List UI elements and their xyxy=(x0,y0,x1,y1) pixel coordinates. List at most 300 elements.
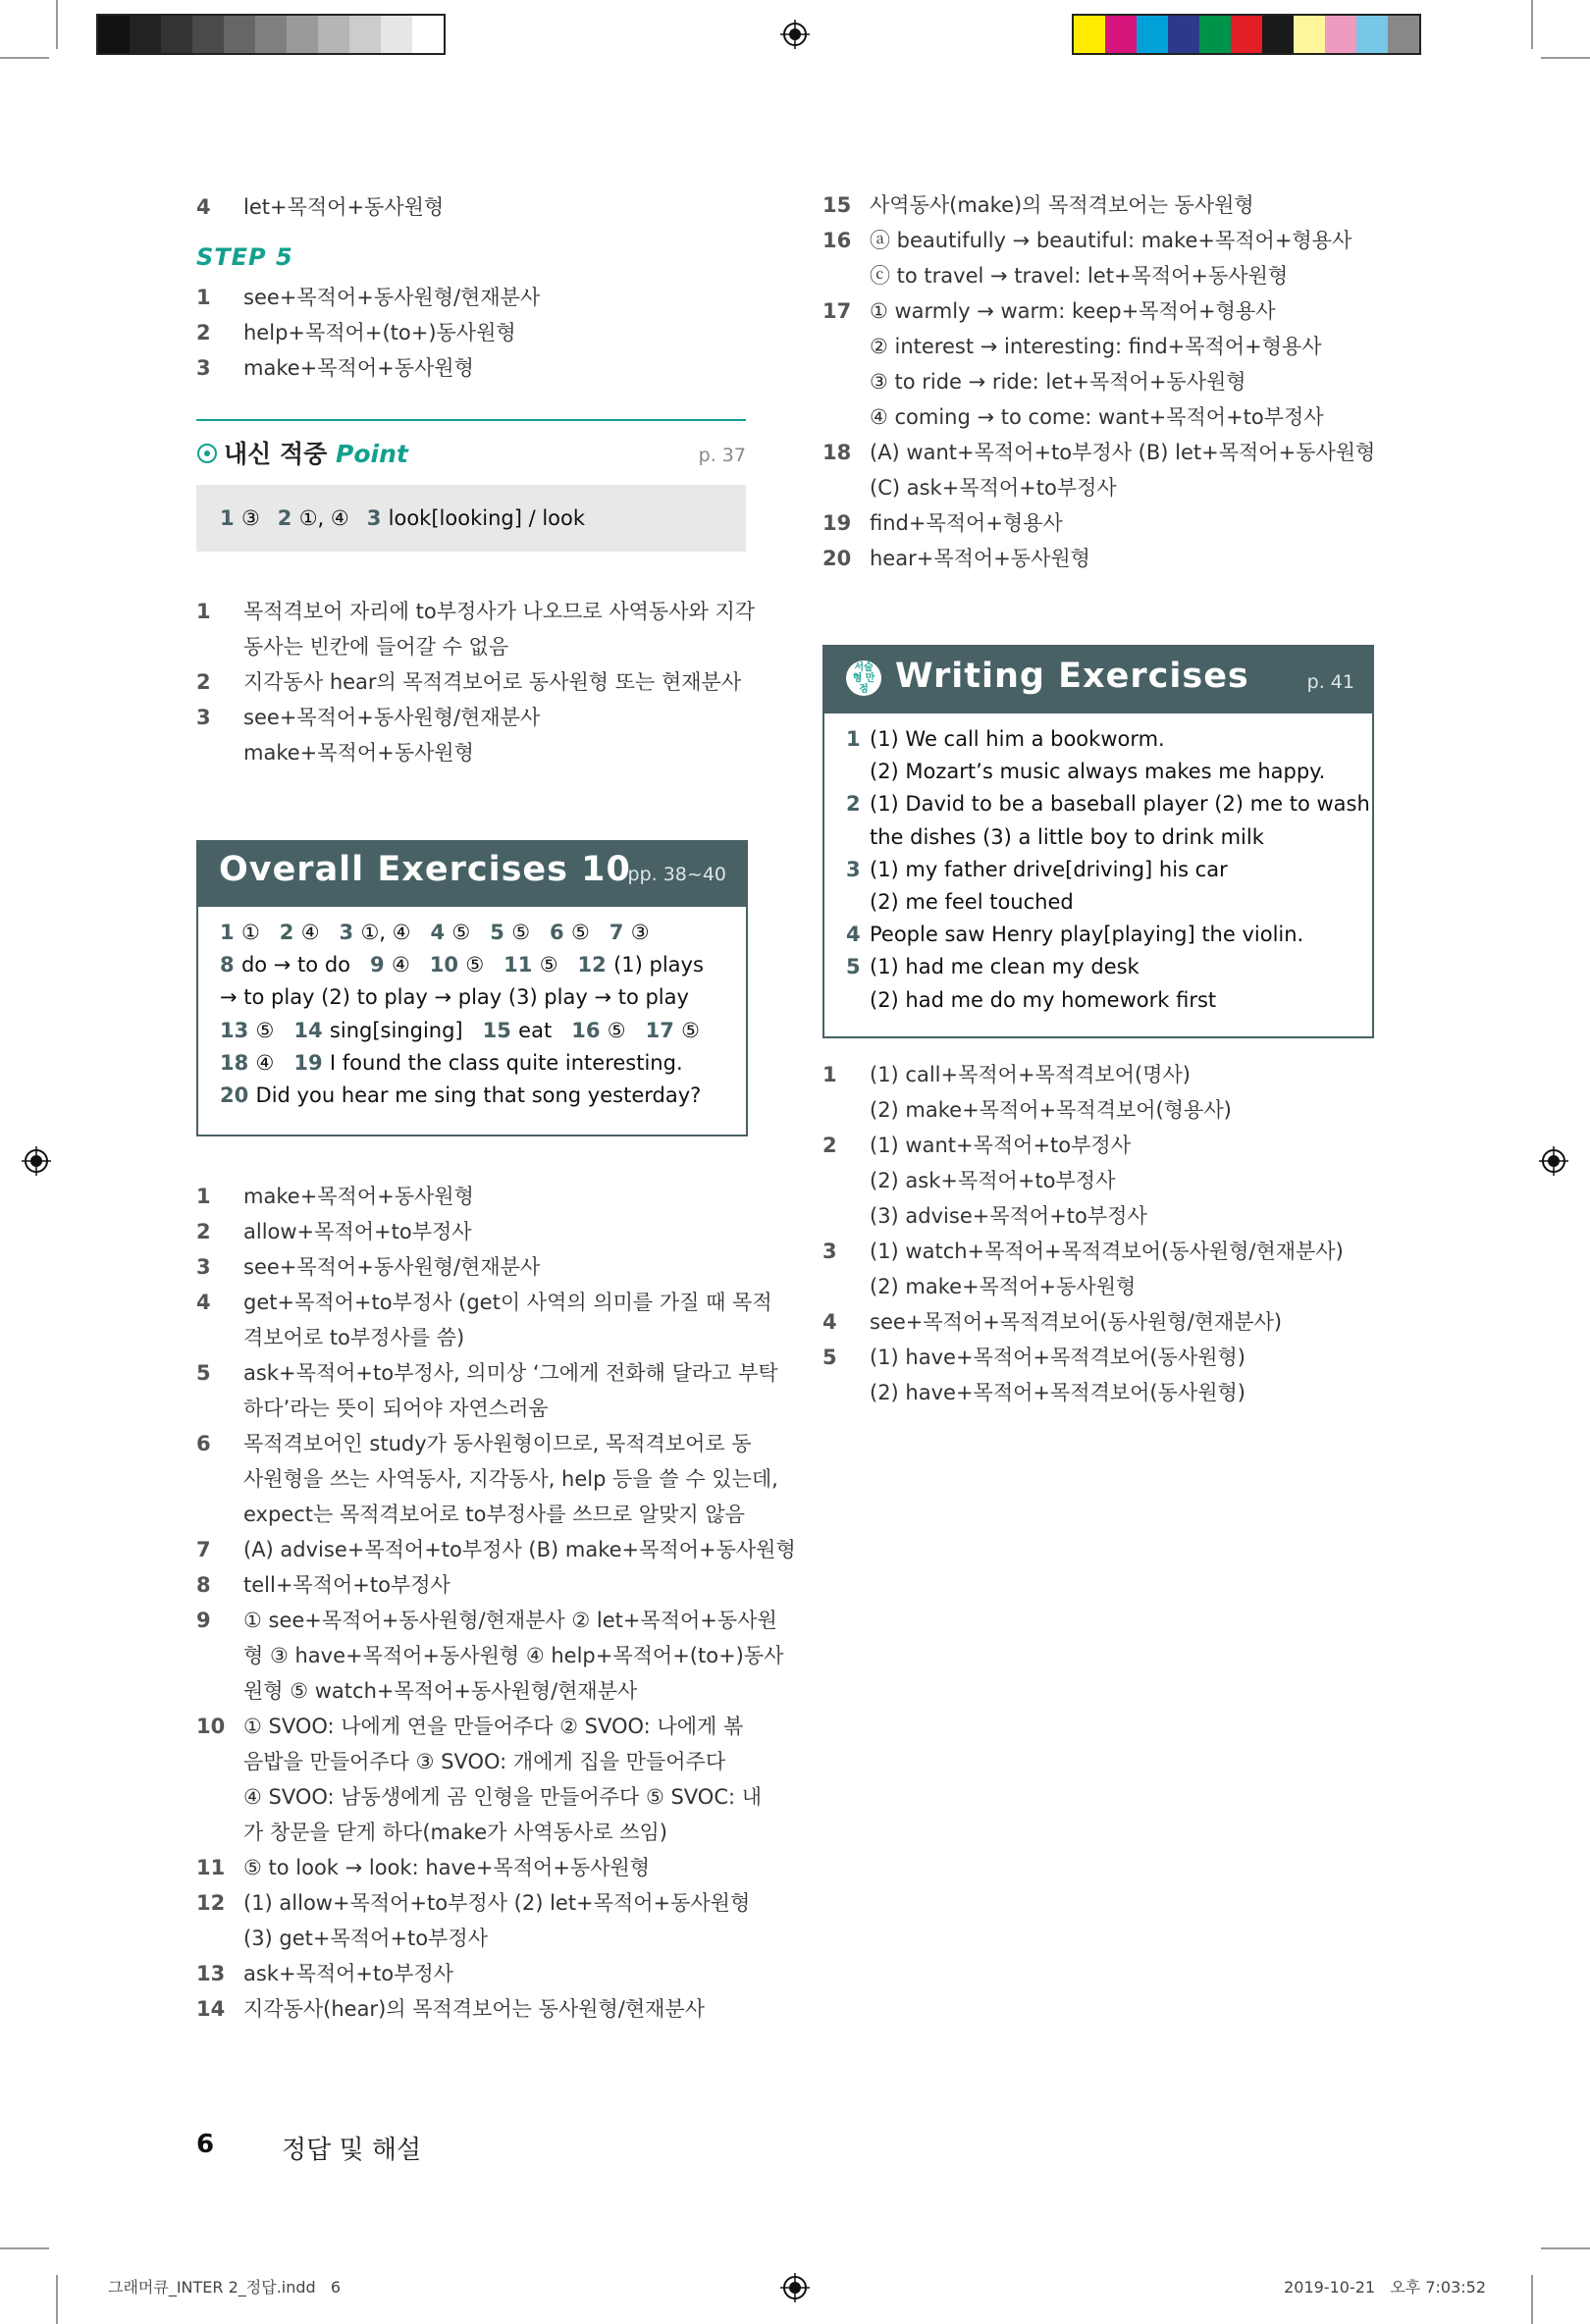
item-number: 18 xyxy=(822,441,852,464)
item-text: ④ coming → to come: want+목적어+to부정사 xyxy=(870,405,1324,429)
list-item xyxy=(196,1885,750,1921)
item-text: allow+목적어+to부정사 xyxy=(243,1220,472,1243)
registration-mark-icon xyxy=(22,1146,51,1176)
answer-number: 3 xyxy=(339,921,361,944)
item-text: ④ SVOO: 남동생에게 곰 인형을 만들어주다 ⑤ SVOC: 내 xyxy=(243,1785,763,1809)
answer-number: 3 xyxy=(846,857,861,881)
item-text: see+목적어+목적격보어(동사원형/현재분사) xyxy=(870,1310,1283,1334)
answer xyxy=(293,1051,682,1075)
item-number xyxy=(822,258,870,293)
item-text: 동사는 빈칸에 들어갈 수 없음 xyxy=(243,635,509,659)
overall-exercises-header xyxy=(196,840,748,905)
point-header xyxy=(196,435,746,470)
section-title xyxy=(224,435,408,470)
list-item xyxy=(196,1921,488,1956)
list-item xyxy=(822,1269,1136,1304)
item-text: make+목적어+동사원형 xyxy=(243,741,474,765)
item-number: 17 xyxy=(822,299,852,323)
answer-value: sing[singing] xyxy=(329,1018,463,1042)
overall-exercises-title: Overall Exercises 10 xyxy=(219,850,631,889)
list-item xyxy=(196,350,474,386)
item-number: 2 xyxy=(196,670,211,694)
list-item xyxy=(196,1461,778,1497)
item-number xyxy=(822,364,870,399)
list-item xyxy=(822,329,1322,364)
answer-value: do → to do xyxy=(240,953,350,977)
item-number: 5 xyxy=(196,1361,211,1385)
answer-number: 1 xyxy=(220,506,241,530)
item-number: 12 xyxy=(196,1891,226,1915)
answer xyxy=(571,1019,625,1042)
writing-exercises-title: Writing Exercises xyxy=(895,657,1249,696)
answer-value: (2) Mozart’s music always makes me happy. xyxy=(870,760,1326,784)
answer-value: ⑤ xyxy=(465,953,485,977)
color-swatch xyxy=(412,16,444,53)
item-text: see+목적어+동사원형/현재분사 xyxy=(243,286,541,309)
page-reference: pp. 38~40 xyxy=(627,864,726,885)
item-number: 1 xyxy=(196,286,211,309)
answer-number: 9 xyxy=(370,953,392,977)
item-text: (1) call+목적어+목적격보어(명사) xyxy=(870,1063,1191,1086)
answer-value: ⑤ xyxy=(511,921,531,944)
list-item xyxy=(822,1128,1131,1163)
answer-value: the dishes (3) a little boy to drink milk xyxy=(870,824,1264,849)
item-text: make+목적어+동사원형 xyxy=(243,356,474,380)
writing-exercises-header xyxy=(822,645,1374,712)
answer-number: 2 xyxy=(279,921,301,944)
item-number: 11 xyxy=(196,1856,226,1879)
item-number xyxy=(822,1269,870,1304)
list-item xyxy=(822,470,1117,505)
list-item xyxy=(196,1709,743,1744)
answer-number: 16 xyxy=(571,1018,608,1042)
color-swatch xyxy=(255,16,287,53)
answer-value: ④ xyxy=(391,953,410,977)
footer-title: 정답 및 해설 xyxy=(282,2136,422,2165)
list-item xyxy=(822,364,1246,399)
answer-value: Did you hear me sing that song yesterday? xyxy=(255,1083,702,1107)
item-text: help+목적어+(to+)동사원형 xyxy=(243,321,516,344)
overall-answer-box xyxy=(196,905,748,1136)
item-text: ⑤ to look → look: have+목적어+동사원형 xyxy=(243,1856,651,1879)
list-item xyxy=(196,315,516,350)
item-number: 4 xyxy=(196,1291,211,1314)
item-text: (3) advise+목적어+to부정사 xyxy=(870,1204,1147,1228)
item-text: ② interest → interesting: find+목적어+형용사 xyxy=(870,335,1322,358)
list-item xyxy=(196,1214,472,1249)
answer xyxy=(550,921,590,944)
gray-color-bar xyxy=(96,14,446,55)
item-number xyxy=(196,1673,243,1709)
target-icon xyxy=(196,443,218,464)
item-number: 4 xyxy=(822,1310,837,1334)
color-swatch xyxy=(287,16,318,53)
item-text: (A) advise+목적어+to부정사 (B) make+목적어+동사원형 xyxy=(243,1538,796,1561)
answer-value: ④ xyxy=(300,921,320,944)
item-number xyxy=(196,1391,243,1426)
list-item xyxy=(196,1497,745,1532)
answer-line xyxy=(220,1015,719,1047)
list-item xyxy=(196,1532,796,1567)
list-item xyxy=(822,258,1288,293)
list-item xyxy=(196,629,508,664)
answer xyxy=(646,1019,700,1042)
color-swatch xyxy=(318,16,349,53)
crop-mark xyxy=(1531,2275,1533,2324)
item-text: (1) want+목적어+to부정사 xyxy=(870,1134,1131,1157)
list-item xyxy=(196,189,444,225)
answer xyxy=(367,506,585,530)
item-number: 3 xyxy=(196,356,211,380)
color-swatch xyxy=(381,16,412,53)
item-text: ⓒ to travel → travel: let+목적어+동사원형 xyxy=(870,264,1289,288)
item-number: 14 xyxy=(196,1997,226,2021)
list-item xyxy=(196,1815,667,1850)
answer-value: ⑤ xyxy=(570,921,590,944)
item-number: 16 xyxy=(822,229,852,252)
item-number xyxy=(822,329,870,364)
answer xyxy=(220,985,689,1009)
item-text: (1) watch+목적어+목적격보어(동사원형/현재분사) xyxy=(870,1240,1344,1263)
item-text: (2) ask+목적어+to부정사 xyxy=(870,1169,1116,1192)
item-number xyxy=(196,1815,243,1850)
answer-value: ① xyxy=(240,921,260,944)
answer xyxy=(340,921,411,944)
registration-mark-icon xyxy=(780,20,810,49)
item-text: (A) want+목적어+to부정사 (B) let+목적어+동사원형 xyxy=(870,441,1376,464)
section-title-text: 내신 적중 xyxy=(224,440,328,468)
item-number xyxy=(196,1320,243,1355)
list-item xyxy=(822,1163,1115,1198)
color-swatch xyxy=(1325,16,1356,53)
answer-number: 6 xyxy=(550,921,571,944)
answer xyxy=(430,953,484,977)
list-item xyxy=(822,223,1352,258)
item-number xyxy=(196,1497,243,1532)
list-item xyxy=(822,187,1254,223)
list-item xyxy=(822,1234,1344,1269)
item-number: 7 xyxy=(196,1538,211,1561)
item-number: 6 xyxy=(196,1432,211,1455)
answer-number: 8 xyxy=(220,953,241,977)
answer-number: 4 xyxy=(430,921,452,944)
answer-number: 5 xyxy=(846,955,861,979)
color-swatch xyxy=(1137,16,1168,53)
answer-number: 2 xyxy=(846,792,861,817)
item-number: 2 xyxy=(196,321,211,344)
answer-line xyxy=(846,756,1325,788)
answer-number: 11 xyxy=(504,953,540,977)
crop-mark xyxy=(0,2247,49,2249)
crop-mark xyxy=(1541,2247,1590,2249)
answer-number: 10 xyxy=(429,953,466,977)
answer xyxy=(220,506,260,530)
process-color-bar xyxy=(1072,14,1421,55)
item-text: tell+목적어+to부정사 xyxy=(243,1573,450,1597)
item-number xyxy=(196,1779,243,1815)
list-item xyxy=(196,1744,725,1779)
badge-label: 서술형 만점 xyxy=(852,661,875,695)
color-swatch xyxy=(349,16,381,53)
page-number: 6 xyxy=(196,2130,215,2159)
answer xyxy=(370,953,410,977)
list-item xyxy=(196,1320,464,1355)
answer-line xyxy=(846,984,1216,1017)
list-item xyxy=(822,1340,1246,1375)
answer-number: 14 xyxy=(293,1018,330,1042)
answer-number: 5 xyxy=(490,921,512,944)
color-swatch xyxy=(98,16,130,53)
list-item xyxy=(196,1779,762,1815)
color-swatch xyxy=(1168,16,1199,53)
list-item xyxy=(196,700,540,735)
item-number xyxy=(196,1461,243,1497)
item-text: (2) have+목적어+목적격보어(동사원형) xyxy=(870,1381,1246,1404)
item-number: 10 xyxy=(196,1715,226,1738)
list-item xyxy=(822,293,1275,329)
item-text: 형 ③ have+목적어+동사원형 ④ help+목적어+(to+)동사 xyxy=(243,1644,784,1667)
item-number: 1 xyxy=(196,600,211,623)
list-item xyxy=(196,1991,705,2027)
answer-number: 2 xyxy=(277,506,299,530)
color-swatch xyxy=(1388,16,1419,53)
badge-icon xyxy=(846,660,881,696)
answer-number: 15 xyxy=(482,1018,519,1042)
answer xyxy=(293,1019,462,1042)
answer-line xyxy=(846,854,1228,886)
list-item xyxy=(196,280,540,315)
item-number xyxy=(196,735,243,770)
item-number: 1 xyxy=(196,1185,211,1208)
item-text: ③ to ride → ride: let+목적어+동사원형 xyxy=(870,370,1246,394)
item-number: 3 xyxy=(822,1240,837,1263)
answer-value: look[looking] / look xyxy=(388,506,586,530)
answer xyxy=(220,1019,274,1042)
item-number: 20 xyxy=(822,547,852,570)
answer-number: 12 xyxy=(577,953,614,977)
item-text: expect는 목적격보어로 to부정사를 쓰므로 알맞지 않음 xyxy=(243,1503,745,1526)
item-text: let+목적어+동사원형 xyxy=(243,195,445,219)
answer-value: (2) had me do my homework first xyxy=(870,987,1217,1012)
color-swatch xyxy=(1294,16,1325,53)
list-item xyxy=(196,735,474,770)
list-item xyxy=(196,1249,540,1285)
color-swatch xyxy=(1199,16,1231,53)
item-text: (1) have+목적어+목적격보어(동사원형) xyxy=(870,1346,1246,1369)
answer-number: 19 xyxy=(293,1050,330,1075)
item-text: ask+목적어+to부정사 xyxy=(243,1962,453,1985)
item-text: ask+목적어+to부정사, 의미상 ‘그에게 전화해 달라고 부탁 xyxy=(243,1361,778,1385)
list-item xyxy=(196,1603,777,1638)
answer-value: ⑤ xyxy=(539,953,558,977)
color-swatch xyxy=(130,16,161,53)
item-number xyxy=(822,1092,870,1128)
answer-line xyxy=(846,919,1303,951)
answer xyxy=(430,921,470,944)
item-number xyxy=(822,1198,870,1234)
item-text: 지각동사(hear)의 목적격보어는 동사원형/현재분사 xyxy=(243,1997,705,2021)
answer-value: (1) plays xyxy=(613,953,704,977)
answer-value: ⑤ xyxy=(255,1018,275,1042)
color-swatch xyxy=(224,16,255,53)
answer-line xyxy=(846,886,1074,919)
answer xyxy=(490,921,530,944)
answer-value: ③ xyxy=(630,921,650,944)
item-number xyxy=(822,1375,870,1410)
item-number: 2 xyxy=(822,1134,837,1157)
answer-value: eat xyxy=(518,1018,553,1042)
color-swatch xyxy=(1262,16,1294,53)
answer-value: ①, ④ xyxy=(360,921,411,944)
item-number: 3 xyxy=(196,1255,211,1279)
answer-value: ③ xyxy=(240,506,260,530)
crop-mark xyxy=(56,0,58,49)
answer-line xyxy=(846,788,1370,820)
section-title-accent: Point xyxy=(336,440,408,468)
answer xyxy=(220,953,350,977)
list-item xyxy=(822,541,1090,576)
answer-value: People saw Henry play[playing] the violin. xyxy=(870,923,1304,947)
page-reference: p. 41 xyxy=(1306,671,1354,693)
answer-number: 3 xyxy=(366,506,389,530)
answer-number: 13 xyxy=(220,1018,256,1042)
list-item xyxy=(196,1567,450,1603)
item-text: 격보어로 to부정사를 씀) xyxy=(243,1326,465,1349)
list-item xyxy=(822,399,1324,435)
list-item xyxy=(822,435,1375,470)
answer-line xyxy=(846,723,1165,756)
answer-line xyxy=(846,951,1140,983)
item-text: 원형 ⑤ watch+목적어+동사원형/현재분사 xyxy=(243,1679,638,1703)
answer xyxy=(578,953,704,977)
item-text: make+목적어+동사원형 xyxy=(243,1185,474,1208)
item-number: 5 xyxy=(822,1346,837,1369)
answer-line xyxy=(220,1080,720,1112)
answer-number: 17 xyxy=(645,1018,682,1042)
item-text: 사원형을 쓰는 사역동사, 지각동사, help 등을 쓸 수 있는데, xyxy=(243,1467,778,1491)
color-swatch xyxy=(1231,16,1262,53)
item-text: 음밥을 만들어주다 ③ SVOO: 개에게 집을 만들어주다 xyxy=(243,1750,726,1773)
answer xyxy=(483,1019,553,1042)
color-swatch xyxy=(1105,16,1137,53)
registration-mark-icon xyxy=(1539,1146,1568,1176)
item-text: 사역동사(make)의 목적격보어는 동사원형 xyxy=(870,193,1254,217)
answer-value: → to play (2) to play → play (3) play → to play xyxy=(220,985,689,1010)
item-text: ① SVOO: 나에게 연을 만들어주다 ② SVOO: 나에게 볶 xyxy=(243,1715,744,1738)
list-item xyxy=(196,1285,772,1320)
item-text: (1) allow+목적어+to부정사 (2) let+목적어+동사원형 xyxy=(243,1891,751,1915)
answer-line xyxy=(846,821,1264,854)
item-text: (3) get+목적어+to부정사 xyxy=(243,1927,488,1950)
item-number xyxy=(196,1638,243,1673)
answer-number: 7 xyxy=(609,921,631,944)
color-swatch xyxy=(161,16,192,53)
item-number: 2 xyxy=(196,1220,211,1243)
answer-value: (1) my father drive[driving] his car xyxy=(870,857,1228,881)
item-number: 13 xyxy=(196,1962,226,1985)
item-text: hear+목적어+동사원형 xyxy=(870,547,1090,570)
answer xyxy=(280,921,320,944)
item-text: 목적격보어인 study가 동사원형이므로, 목적격보어로 동 xyxy=(243,1432,752,1455)
list-item xyxy=(822,1198,1147,1234)
color-swatch xyxy=(192,16,224,53)
answer-line xyxy=(220,917,669,949)
item-text: see+목적어+동사원형/현재분사 xyxy=(243,1255,541,1279)
item-number xyxy=(196,629,243,664)
item-text: ① see+목적어+동사원형/현재분사 ② let+목적어+동사원 xyxy=(243,1609,777,1632)
list-item xyxy=(196,1673,637,1709)
answer-value: ⑤ xyxy=(451,921,471,944)
item-number: 4 xyxy=(196,195,211,219)
point-answers xyxy=(220,502,603,535)
answer-value: ⑤ xyxy=(681,1018,700,1042)
answer-value: ①, ④ xyxy=(298,506,349,530)
item-number xyxy=(196,1744,243,1779)
section-divider xyxy=(196,419,746,421)
crop-mark xyxy=(56,2275,58,2324)
list-item xyxy=(822,1304,1282,1340)
answer-value: ④ xyxy=(255,1050,275,1075)
answer xyxy=(220,1051,274,1075)
item-number: 1 xyxy=(822,1063,837,1086)
list-item xyxy=(196,1355,778,1391)
list-item xyxy=(196,1391,549,1426)
page-reference: p. 37 xyxy=(698,445,746,466)
item-number: 9 xyxy=(196,1609,211,1632)
answer xyxy=(220,1083,701,1107)
item-text: get+목적어+to부정사 (get이 사역의 의미를 가질 때 목적 xyxy=(243,1291,772,1314)
color-swatch xyxy=(1356,16,1388,53)
slug-filename: 그래머큐_INTER 2_정답.indd 6 xyxy=(108,2278,342,2297)
answer xyxy=(220,921,260,944)
answer-value: (1) We call him a bookworm. xyxy=(870,727,1165,751)
list-item xyxy=(196,1638,783,1673)
item-number: 19 xyxy=(822,511,852,535)
item-text: 하다’라는 뜻이 되어야 자연스러움 xyxy=(243,1397,549,1420)
answer xyxy=(504,953,557,977)
list-item xyxy=(822,1057,1191,1092)
item-number: 3 xyxy=(196,706,211,729)
list-item xyxy=(822,505,1063,541)
list-item xyxy=(196,1179,474,1214)
answer-value: (1) David to be a baseball player (2) me to wash xyxy=(870,792,1370,817)
answer-value: ⑤ xyxy=(607,1018,626,1042)
item-number xyxy=(196,1921,243,1956)
item-number: 15 xyxy=(822,193,852,217)
answer-number: 1 xyxy=(220,921,241,944)
answer-number: 18 xyxy=(220,1050,256,1075)
answer-number: 1 xyxy=(846,727,861,751)
answer-number: 4 xyxy=(846,923,861,947)
list-item xyxy=(822,1092,1232,1128)
answer-value: (2) me feel touched xyxy=(870,890,1074,914)
item-text: ① warmly → warm: keep+목적어+형용사 xyxy=(870,299,1276,323)
item-text: (2) make+목적어+동사원형 xyxy=(870,1275,1137,1298)
item-number xyxy=(822,470,870,505)
list-item xyxy=(196,1426,752,1461)
list-item xyxy=(196,664,741,700)
item-number xyxy=(822,1163,870,1198)
crop-mark xyxy=(0,57,49,59)
item-number xyxy=(822,399,870,435)
answer xyxy=(610,921,650,944)
list-item xyxy=(822,1375,1246,1410)
answer-line xyxy=(220,1047,703,1080)
item-number: 8 xyxy=(196,1573,211,1597)
registration-mark-icon xyxy=(780,2273,810,2302)
answer xyxy=(278,506,349,530)
color-swatch xyxy=(1074,16,1105,53)
